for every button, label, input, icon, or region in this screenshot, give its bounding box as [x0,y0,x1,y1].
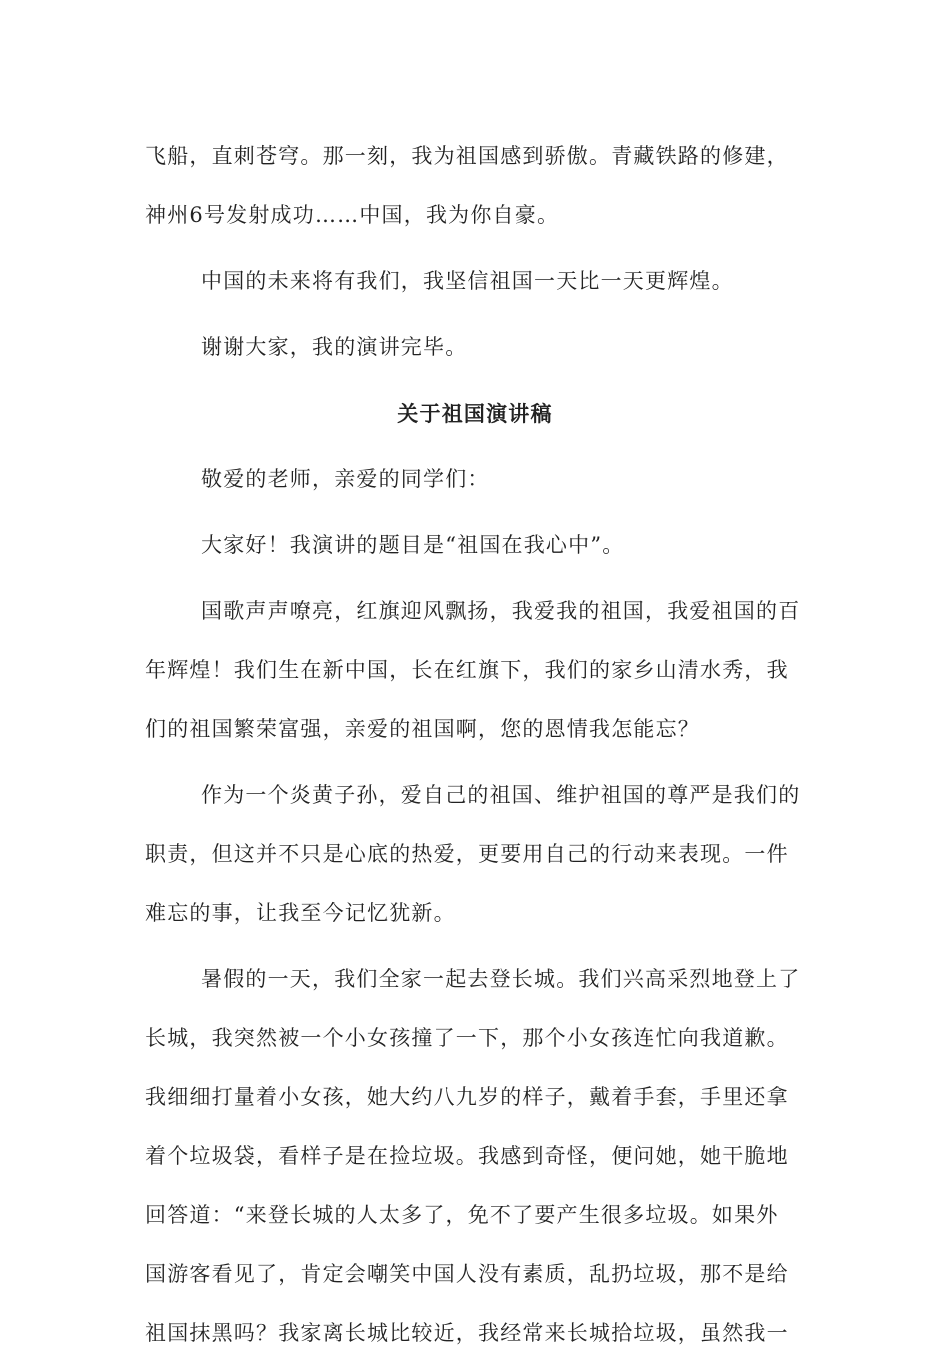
text-line: 飞船，直刺苍穹。那一刻，我为祖国感到骄傲。青藏铁路的修建， [145,144,789,168]
paragraph-spacing [145,759,805,766]
paragraph-spacing [145,443,805,450]
text-line: 大家好！我演讲的题目是“祖国在我心中”。 [201,533,625,557]
paragraph [145,450,805,509]
paragraph-spacing [145,377,805,384]
paragraph [145,766,805,943]
text-line: 中国的未来将有我们，我坚信祖国一天比一天更辉煌。 [201,269,734,293]
paragraph-spacing [145,245,805,252]
text-line: 难忘的事，让我至今记忆犹新。 [145,901,456,925]
paragraph [145,318,805,377]
text-line: 回答道：“来登长城的人太多了，免不了要产生很多垃圾。如果外 [145,1203,779,1227]
text-line: 职责，但这并不只是心底的热爱，更要用自己的行动来表现。一件 [145,842,789,866]
paragraph-spacing [145,575,805,582]
paragraph [145,127,805,245]
text-line: 国游客看见了，肯定会嘲笑中国人没有素质，乱扔垃圾，那不是给 [145,1262,789,1286]
paragraph [145,582,805,759]
paragraph-spacing [145,509,805,516]
text-line: 神州6号发射成功……中国，我为你自豪。 [145,203,560,227]
title-text: 关于祖国演讲稿 [397,401,553,426]
paragraph [145,950,805,1363]
text-line: 敬爱的老师，亲爱的同学们： [201,467,490,491]
paragraph [145,516,805,575]
document-body [145,127,805,1363]
text-line: 长城，我突然被一个小女孩撞了一下，那个小女孩连忙向我道歉。 [145,1026,789,1050]
text-line: 祖国抹黑吗？我家离长城比较近，我经常来长城拾垃圾，虽然我一 [145,1321,789,1345]
text-line: 作为一个炎黄子孙，爱自己的祖国、维护祖国的尊严是我们的 [201,783,801,807]
text-line: 们的祖国繁荣富强，亲爱的祖国啊，您的恩情我怎能忘？ [145,717,700,741]
text-line: 国歌声声嘹亮，红旗迎风飘扬，我爱我的祖国，我爱祖国的百 [201,599,801,623]
paragraph [145,252,805,311]
text-line: 谢谢大家，我的演讲完毕。 [201,335,468,359]
text-line: 着个垃圾袋，看样子是在捡垃圾。我感到奇怪，便问她，她干脆地 [145,1144,789,1168]
paragraph-spacing [145,311,805,318]
section-title [145,384,805,443]
text-line: 年辉煌！我们生在新中国，长在红旗下，我们的家乡山清水秀，我 [145,658,789,682]
text-line: 暑假的一天，我们全家一起去登长城。我们兴高采烈地登上了 [201,967,801,991]
text-line: 我细细打量着小女孩，她大约八九岁的样子，戴着手套，手里还拿 [145,1085,789,1109]
paragraph-spacing [145,943,805,950]
